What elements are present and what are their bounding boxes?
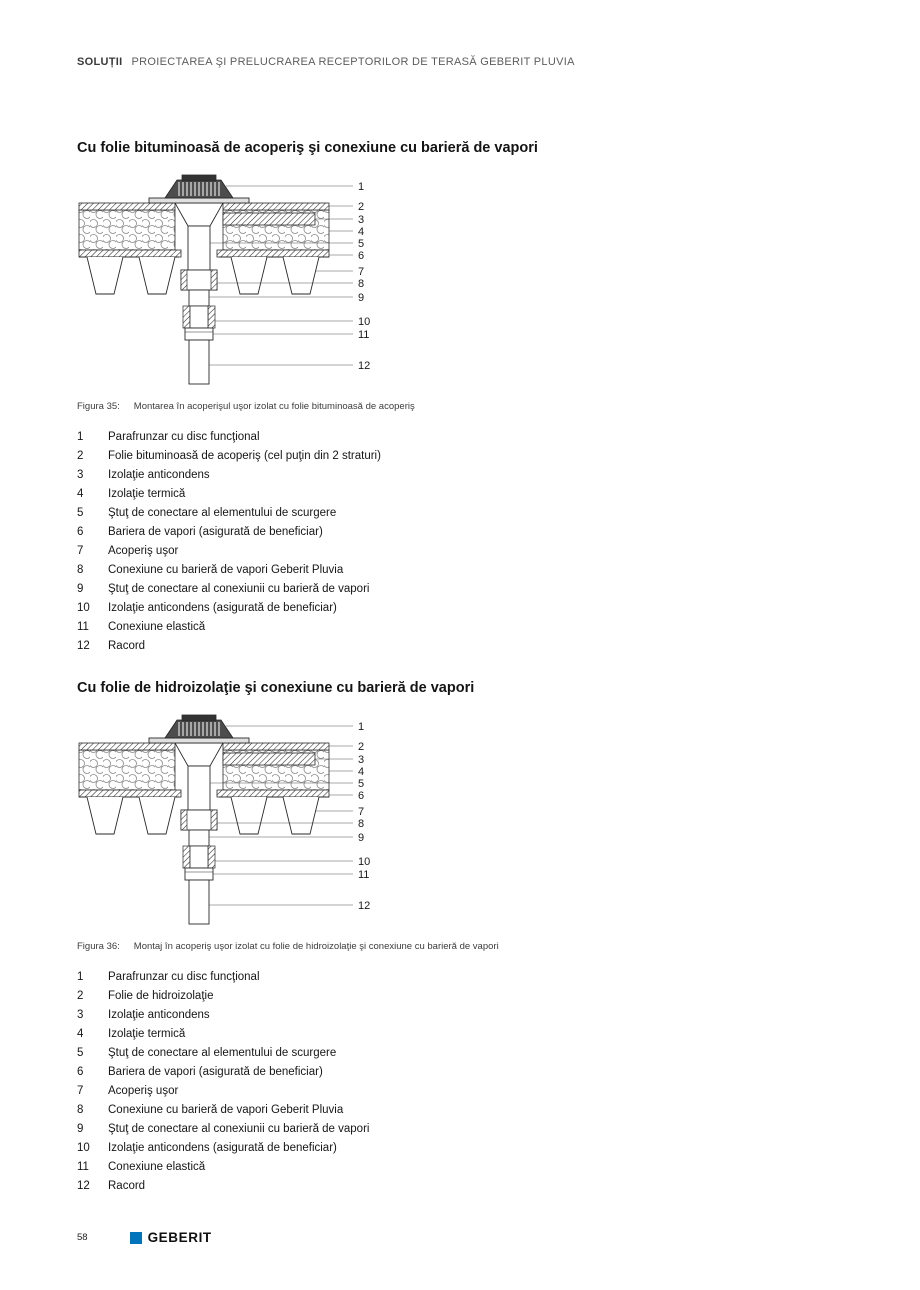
- legend-item: [77, 1158, 842, 1177]
- legend-item-number: 10: [77, 1142, 90, 1154]
- legend-item-number: 5: [77, 1047, 84, 1059]
- legend-item: [77, 618, 842, 637]
- geberit-logo: [130, 1230, 212, 1245]
- legend-item-number: 2: [77, 450, 84, 462]
- diagram-callout-number: 6: [358, 789, 365, 802]
- legend-item-number: 9: [77, 1123, 84, 1135]
- legend-item-number: 12: [77, 1180, 90, 1192]
- legend-item-text: Racord: [108, 640, 146, 652]
- legend-item-text: Ştuţ de conectare al elementului de scurgere: [108, 507, 337, 519]
- diagram-callout-number: 1: [358, 180, 365, 193]
- figure-caption-label: Figura 36:: [77, 941, 120, 952]
- legend-item-text: Izolaţie anticondens: [108, 469, 210, 481]
- diagram-callout-number: 2: [358, 740, 365, 753]
- legend-item-number: 7: [77, 1085, 84, 1097]
- legend-item-text: Conexiune cu barieră de vapori Geberit Pluvia: [108, 564, 344, 576]
- legend-item-text: Folie bituminoasă de acoperiş (cel puţin din 2 straturi): [108, 450, 381, 462]
- diagram-callout-number: 4: [358, 765, 365, 778]
- legend-item-number: 6: [77, 1066, 84, 1078]
- legend-item-text: Acoperiş uşor: [108, 545, 179, 557]
- legend-item: [77, 1063, 842, 1082]
- legend-item: [77, 1025, 842, 1044]
- diagram-callout-number: 8: [358, 817, 365, 830]
- figure36-heading: Cu folie de hidroizolaţie şi conexiune cu barieră de vapori: [77, 680, 475, 696]
- figure35-caption: [77, 401, 842, 412]
- legend-item: [77, 968, 842, 987]
- legend-item-text: Bariera de vapori (asigurată de beneficiar): [108, 526, 323, 538]
- diagram-callout-number: 5: [358, 777, 365, 790]
- figure-caption-label: Figura 35:: [77, 401, 120, 412]
- legend-item-text: Bariera de vapori (asigurată de beneficiar): [108, 1066, 323, 1078]
- legend-item: [77, 1120, 842, 1139]
- legend-item-number: 11: [77, 1161, 89, 1173]
- legend-item-number: 8: [77, 564, 84, 576]
- legend-item-number: 10: [77, 602, 90, 614]
- page-footer: [77, 1230, 212, 1245]
- legend-item: [77, 504, 842, 523]
- figure35-diagram: [77, 174, 842, 389]
- legend-item: [77, 1044, 842, 1063]
- legend-item-number: 1: [77, 431, 84, 443]
- diagram-callout-number: 11: [358, 328, 370, 341]
- roof-drain-diagram-bituminous: [77, 174, 377, 389]
- legend-item: [77, 561, 842, 580]
- legend-item-number: 4: [77, 488, 84, 500]
- diagram-callout-number: 8: [358, 277, 365, 290]
- legend-item-text: Conexiune elastică: [108, 1161, 206, 1173]
- legend-item-text: Izolaţie anticondens (asigurată de beneficiar): [108, 602, 337, 614]
- legend-item-text: Folie de hidroizolaţie: [108, 990, 214, 1002]
- legend-item-number: 9: [77, 583, 84, 595]
- legend-item-text: Racord: [108, 1180, 146, 1192]
- roof-drain-diagram-waterproofing: [77, 714, 377, 929]
- diagram-callout-number: 6: [358, 249, 365, 262]
- legend-item-number: 2: [77, 990, 84, 1002]
- legend-item-number: 7: [77, 545, 84, 557]
- figure36-section: [77, 680, 842, 1196]
- legend-item: [77, 428, 842, 447]
- legend-item: [77, 1006, 842, 1025]
- diagram-callout-number: 9: [358, 831, 365, 844]
- legend-item-text: Izolaţie anticondens: [108, 1009, 210, 1021]
- legend-item: [77, 987, 842, 1006]
- figure35-section: [77, 140, 842, 656]
- diagram-callout-number: 5: [358, 237, 365, 250]
- figure35-legend: [77, 428, 842, 656]
- diagram-callout-number: 1: [358, 720, 365, 733]
- legend-item-number: 6: [77, 526, 84, 538]
- figure-caption-text: Montarea în acoperişul uşor izolat cu folie bituminoasă de acoperiş: [133, 401, 415, 412]
- legend-item: [77, 1082, 842, 1101]
- figure36-diagram: [77, 714, 842, 929]
- legend-item-text: Conexiune elastică: [108, 621, 206, 633]
- legend-item-number: 3: [77, 1009, 84, 1021]
- page-header: [77, 56, 842, 68]
- legend-item-number: 11: [77, 621, 89, 633]
- legend-item: [77, 1177, 842, 1196]
- legend-item-text: Acoperiş uşor: [108, 1085, 179, 1097]
- diagram-callout-number: 10: [358, 855, 371, 868]
- figure-caption-text: Montaj în acoperiş uşor izolat cu folie de hidroizolaţie şi conexiune cu barieră de vapori: [133, 941, 499, 952]
- diagram-callout-number: 3: [358, 753, 365, 766]
- legend-item-number: 1: [77, 971, 84, 983]
- legend-item-text: Parafrunzar cu disc funcţional: [108, 431, 260, 443]
- legend-item-text: Izolaţie termică: [108, 488, 186, 500]
- legend-item-text: Parafrunzar cu disc funcţional: [108, 971, 260, 983]
- diagram-callout-number: 3: [358, 213, 365, 226]
- geberit-logo-text: GEBERIT: [147, 1230, 212, 1245]
- legend-item-text: Izolaţie anticondens (asigurată de beneficiar): [108, 1142, 337, 1154]
- legend-item-number: 8: [77, 1104, 84, 1116]
- legend-item-number: 12: [77, 640, 90, 652]
- header-section-label: SOLUȚII: [77, 56, 123, 68]
- legend-item: [77, 1139, 842, 1158]
- legend-item-text: Ştuţ de conectare al conexiunii cu barieră de vapori: [108, 1123, 370, 1135]
- legend-item-text: Ştuţ de conectare al elementului de scurgere: [108, 1047, 337, 1059]
- legend-item-text: Izolaţie termică: [108, 1028, 186, 1040]
- diagram-callout-number: 7: [358, 265, 365, 278]
- legend-item: [77, 1101, 842, 1120]
- legend-item: [77, 447, 842, 466]
- diagram-callout-number: 11: [358, 868, 370, 881]
- page-number: 58: [77, 1232, 88, 1243]
- legend-item: [77, 637, 842, 656]
- legend-item: [77, 542, 842, 561]
- legend-item-text: Ştuţ de conectare al conexiunii cu barieră de vapori: [108, 583, 370, 595]
- figure36-legend: [77, 968, 842, 1196]
- legend-item-number: 3: [77, 469, 84, 481]
- legend-item-number: 5: [77, 507, 84, 519]
- diagram-callout-number: 2: [358, 200, 365, 213]
- figure35-heading: Cu folie bituminoasă de acoperiş şi conexiune cu barieră de vapori: [77, 140, 538, 156]
- diagram-callout-number: 10: [358, 315, 371, 328]
- diagram-callout-number: 7: [358, 805, 365, 818]
- figure36-caption: [77, 941, 842, 952]
- legend-item: [77, 466, 842, 485]
- diagram-callout-number: 12: [358, 359, 371, 372]
- diagram-callout-number: 4: [358, 225, 365, 238]
- legend-item: [77, 599, 842, 618]
- legend-item-text: Conexiune cu barieră de vapori Geberit Pluvia: [108, 1104, 344, 1116]
- header-title: PROIECTAREA ŞI PRELUCRAREA RECEPTORILOR DE TERASĂ GEBERIT PLUVIA: [131, 56, 575, 68]
- legend-item-number: 4: [77, 1028, 84, 1040]
- legend-item: [77, 580, 842, 599]
- diagram-callout-number: 12: [358, 899, 371, 912]
- legend-item: [77, 485, 842, 504]
- diagram-callout-number: 9: [358, 291, 365, 304]
- legend-item: [77, 523, 842, 542]
- geberit-logo-square-icon: [130, 1232, 142, 1244]
